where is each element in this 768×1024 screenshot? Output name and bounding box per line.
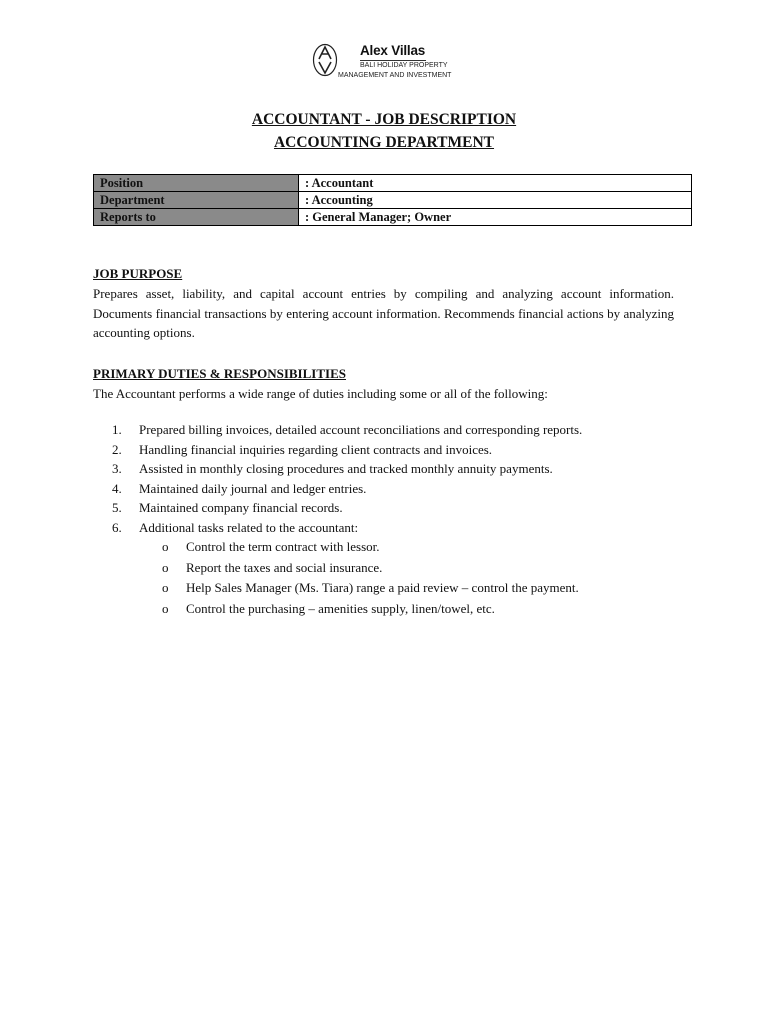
list-item-text: Handling financial inquiries regarding client contracts and invoices. — [139, 441, 493, 457]
list-number: 2. — [112, 441, 122, 457]
table-value: : Accountant — [299, 175, 692, 192]
sub-item-text: Control the term contract with lessor. — [186, 539, 380, 554]
list-item-text: Maintained daily journal and ledger entries. — [139, 480, 367, 496]
table-row — [94, 192, 692, 209]
sub-item-text: Help Sales Manager (Ms. Tiara) range a paid review – control the payment. — [186, 580, 579, 595]
av-monogram-icon — [312, 43, 338, 77]
bullet-icon: o — [162, 539, 169, 554]
list-number: 6. — [112, 519, 122, 535]
table-value: : Accounting — [299, 192, 692, 209]
table-row — [94, 175, 692, 192]
list-number: 5. — [112, 500, 122, 515]
table-value: : General Manager; Owner — [299, 209, 692, 226]
list-item-text: Prepared billing invoices, detailed account reconciliations and corresponding reports. — [139, 422, 583, 437]
table-row — [94, 209, 692, 226]
bullet-icon: o — [162, 601, 169, 616]
table-label: Position — [94, 175, 299, 192]
company-logo — [312, 43, 482, 83]
duties-intro: The Accountant performs a wide range of duties including some or all of the following: — [93, 386, 548, 401]
document-subtitle: ACCOUNTING DEPARTMENT — [273, 134, 495, 151]
bullet-icon: o — [162, 580, 169, 595]
list-number: 3. — [112, 461, 122, 476]
sub-item-text: Control the purchasing – amenities supply, linen/towel, etc. — [186, 601, 495, 616]
logo-tagline-2: MANAGEMENT AND INVESTMENT — [338, 72, 452, 79]
list-number: 1. — [112, 422, 122, 437]
position-info-table — [93, 174, 692, 226]
list-item-text: Additional tasks related to the accountant: — [139, 519, 359, 535]
table-label: Reports to — [94, 209, 299, 226]
list-item-text: Maintained company financial records. — [139, 500, 343, 515]
logo-tagline-1: BALI HOLIDAY PROPERTY — [360, 62, 448, 69]
table-label: Department — [94, 192, 299, 209]
bullet-icon: o — [162, 559, 169, 575]
job-purpose-heading: JOB PURPOSE — [93, 266, 183, 281]
job-purpose-text: Prepares asset, liability, and capital account entries by compiling and analyzing account information. Documents financial transactions by entering account information. Recommends financial actions by analyzing accounting options. — [93, 286, 674, 340]
list-number: 4. — [112, 480, 122, 496]
document-title: ACCOUNTANT - JOB DESCRIPTION — [251, 111, 517, 128]
logo-divider — [360, 60, 426, 61]
logo-company-name: Alex Villas — [360, 43, 426, 58]
sub-item-text: Report the taxes and social insurance. — [186, 559, 383, 575]
duties-heading: PRIMARY DUTIES & RESPONSIBILITIES — [93, 366, 346, 381]
list-item-text: Assisted in monthly closing procedures and tracked monthly annuity payments. — [139, 461, 553, 476]
